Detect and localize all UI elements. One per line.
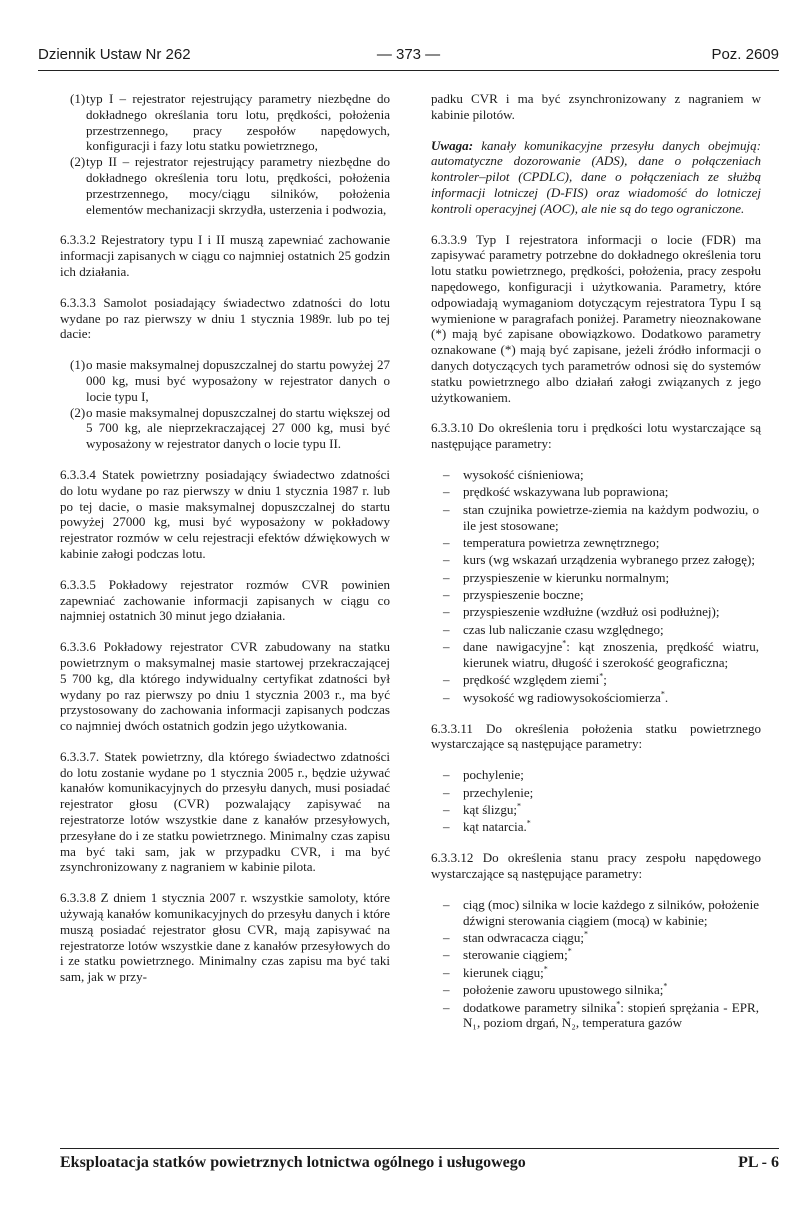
mass-requirements-list <box>60 357 390 452</box>
parameter-text: wysokość wg radiowysokościomierza <box>463 689 661 705</box>
item-text: typ I – rejestrator rejestrujący parametry niezbędne do dokładnego określania toru lotu, prędkości, położenia przestrzennego, pracy zespołów napędowych, konfiguracji i fazy lotu statku powietrznego, <box>86 91 390 154</box>
parameter-text: kąt ślizgu; <box>463 802 517 817</box>
paragraph-continuation: padku CVR i ma być zsynchronizowany z nagraniem w kabinie pilotów. <box>431 91 761 122</box>
optional-marker: * <box>543 964 548 974</box>
right-column <box>431 91 761 1046</box>
optional-marker: * <box>526 819 531 829</box>
paragraph-6335: 6.3.3.5 Pokładowy rejestrator rozmów CVR powinien zapewniać zachowanie informacji zapisanych w ciągu co najmniej ostatnich 30 minut jego działania. <box>60 576 390 624</box>
paragraph-6332: 6.3.3.2 Rejestratory typu I i II muszą zapewniać zachowanie informacji zapisanych w ciągu co najmniej ostatnich 25 godzin ich działania. <box>60 232 390 279</box>
parameter-text: wysokość ciśnieniowa; <box>463 466 584 482</box>
paragraph-6337: 6.3.3.7. Statek powietrzny, dla którego świadectwo zdatności do lotu zostanie wydane po 1 stycznia 2005 r., będzie używać kanałów komunikacyjnych do przesyłu danych, musi posiadać rejestrator głosu (CVR) pozwalający zapisywać na rejestratorze lotów wszystkie dane z kanałów przesyłowych, przesyłane do i ze statku powietrznego. Minimalny czas zapisu ma być taki sam, jak w przypadku CVR, i ma być zsynchronizowany z nagraniem w kabinie pilota. <box>60 748 390 875</box>
left-column <box>60 91 390 1000</box>
aircraft-recorder-types-list <box>60 91 390 217</box>
parameter-text: kurs (wg wskazań urządzenia wybranego przez załogę); <box>463 552 755 568</box>
parameter-text: kąt natarcia. <box>463 819 527 835</box>
footer-divider <box>60 1148 779 1149</box>
flight-path-parameters-list <box>431 467 761 706</box>
parameter-item <box>431 965 761 981</box>
note <box>431 138 761 217</box>
parameter-item <box>431 767 761 783</box>
optional-marker: * <box>583 929 588 939</box>
parameter-item <box>431 897 761 929</box>
parameter-text: prędkość wskazywana lub poprawiona; <box>463 484 669 500</box>
optional-marker: * <box>660 689 665 699</box>
parameter-text: kierunek ciągu; <box>463 964 544 980</box>
parameter-text: temperatura powietrza zewnętrznego; <box>463 534 660 550</box>
parameter-text: pochylenie; <box>463 767 524 783</box>
note-label: Uwaga: <box>431 137 474 153</box>
paragraph-6334: 6.3.3.4 Statek powietrzny posiadający świadectwo zdatności do lotu wydane po raz pierwszy w dniu 1 stycznia 1987 r. lub po tej dacie, o masie maksymalnej dopuszczalnej do startu powyżej 27000 kg, musi być wyposażony w pokładowy rejestrator rozmów w celu rejestracji efektów dźwiękowych w kabinie załogi podczas lotu. <box>60 466 390 561</box>
paragraph-6338: 6.3.3.8 Z dniem 1 stycznia 2007 r. wszystkie samoloty, które używają kanałów komunikacyjnych do przesyłu danych i które muszą posiadać rejestrator głosu CVR, mają zapisywać na rejestratorze lotów wszystkie dane z kanałów przesyłowych do i ze statku powietrznego. Minimalny czas zapisu ma być taki sam, jak w przy- <box>60 890 390 985</box>
paragraph-63311: 6.3.3.11 Do określenia położenia statku powietrznego wystarczające są następujące parametry: <box>431 720 761 752</box>
numbered-item <box>60 357 390 404</box>
numbered-item <box>60 91 390 154</box>
parameter-item <box>431 622 761 638</box>
parameter-item <box>431 947 761 963</box>
parameter-item <box>431 982 761 998</box>
powerplant-parameters-list <box>431 897 761 1031</box>
page-number: — 373 — <box>376 46 441 63</box>
parameter-text: dodatkowe parametry silnika <box>463 999 617 1015</box>
paragraph-6333: 6.3.3.3 Samolot posiadający świadectwo zdatności do lotu wydane po raz pierwszy w dniu 1 stycznia 1989r. lub po tej dacie: <box>60 294 390 342</box>
parameter-item <box>431 930 761 946</box>
item-text: o masie maksymalnej dopuszczalnej do startu większej od 5 700 kg, ale nieprzekraczającej 27 000 kg, musi być wyposażony w rejestrator danych o locie typu II. <box>86 404 390 452</box>
item-number: (2) <box>70 154 86 170</box>
item-text: typ II – rejestrator rejestrujący parametry niezbędne do dokładnego określenia toru lotu, prędkości, położenia przestrzennego, mocy/ciągu silników, położenia elementów mechanizacji skrzydła, usterzenia i podwozia, <box>86 154 390 217</box>
parameter-item <box>431 672 761 688</box>
optional-marker: * <box>517 801 521 811</box>
parameter-text: prędkość względem ziemi <box>463 672 600 688</box>
header-divider <box>38 70 779 71</box>
parameter-text-rest: . <box>664 689 669 705</box>
parameter-item <box>431 604 761 620</box>
parameter-item <box>431 639 761 671</box>
attitude-parameters-list <box>431 767 761 835</box>
parameter-text: stan czujnika powietrze-ziemia na każdym podwoziu, o ile jest stosowane; <box>463 501 759 533</box>
page-header <box>38 46 779 68</box>
parameter-item <box>431 570 761 586</box>
item-number: (1) <box>70 91 86 106</box>
paragraph-63312: 6.3.3.12 Do określenia stanu pracy zespołu napędowego wystarczające są następujące parametry: <box>431 850 761 881</box>
item-number: (2) <box>70 404 86 420</box>
parameter-item <box>431 785 761 801</box>
parameter-text-rest: : stopień sprężania - EPR, N₁, poziom drgań, N₂, temperatura gazów <box>463 999 759 1031</box>
parameter-item <box>431 467 761 483</box>
parameter-item <box>431 587 761 603</box>
parameter-item <box>431 484 761 500</box>
optional-marker: * <box>616 999 621 1009</box>
item-number: (1) <box>70 357 86 373</box>
numbered-item <box>60 154 390 217</box>
parameter-text: sterowanie ciągiem; <box>463 947 568 963</box>
parameter-text: ciąg (moc) silnika w locie każdego z silników, położenie dźwigni sterowania ciągiem (mocą) w kabinie; <box>463 896 759 928</box>
paragraph-6339: 6.3.3.9 Typ I rejestratora informacji o locie (FDR) ma zapisywać parametry potrzebne do dokładnego określenia toru lotu statku powietrznego, prędkości, położenia, pracy zespołu napędowego, konfiguracji i użytkowania. Parametry, które odpowiadają wymaganiom dotyczącym rejestratora Typu I są wymienione w paragrafach poniżej. Parametry nieoznakowane (*) mają być zapisane obowiązkowo. Dodatkowo parametry oznakowane (*) mają być zapisane, jeżeli źródło informacji o danych dotyczących tych parametrów odnosi się do systemów statku powietrznego albo działań załogi związanych z jego użytkowaniem. <box>431 231 761 405</box>
item-text: o masie maksymalnej dopuszczalnej do startu powyżej 27 000 kg, musi być wyposażony w rejestrator danych o locie typu I, <box>86 357 390 404</box>
parameter-text: przyspieszenie w kierunku normalnym; <box>463 569 670 585</box>
parameter-text: czas lub naliczanie czasu względnego; <box>463 621 664 637</box>
parameter-text: położenie zaworu upustowego silnika; <box>463 982 664 998</box>
position-number: Poz. 2609 <box>711 46 779 63</box>
note-text: kanały komunikacyjne przesyłu danych obejmują: automatyczne dozorowanie (ADS), dane o połączeniach kontroler–pilot (CPDLC), dane o połączeniach ze służbą informacji lotniczej (D-FIS) oraz wiadomość do lotniczej kontroli operacyjnej (AOC), ale nie są do tego ograniczone. <box>431 137 761 216</box>
optional-marker: * <box>567 947 572 957</box>
parameter-text-rest: : kąt znoszenia, prędkość wiatru, kierunek wiatru, długość i szerokość geograficzna; <box>463 639 760 671</box>
parameter-text: przyspieszenie wzdłużne (wzdłuż osi podłużnej); <box>463 604 720 620</box>
paragraph-63310: 6.3.3.10 Do określenia toru i prędkości lotu wystarczające są następujące parametry: <box>431 420 761 452</box>
parameter-text: przyspieszenie boczne; <box>463 587 584 603</box>
optional-marker: * <box>562 638 567 648</box>
paragraph-6336: 6.3.3.6 Pokładowy rejestrator CVR zabudowany na statku powietrznym o maksymalnej masie startowej przekraczającej 5 700 kg, dla którego indywidualny certyfikat zdatności był wydany po raz pierwszy po dniu 1 stycznia 2003 r., ma być przystosowany do zachowania informacji zapisanych podczas co najmniej dwóch ostatnich godzin jego użytkowania. <box>60 639 390 734</box>
optional-marker: * <box>663 981 668 991</box>
parameter-text: przechylenie; <box>463 784 534 800</box>
parameter-item <box>431 552 761 568</box>
parameter-item <box>431 802 761 818</box>
parameter-text-rest: ; <box>603 672 607 688</box>
page-footer <box>60 1154 779 1176</box>
footer-title: Eksploatacja statków powietrznych lotnictwa ogólnego i usługowego <box>60 1154 526 1171</box>
optional-marker: * <box>599 672 604 682</box>
footer-code: PL - 6 <box>738 1154 779 1171</box>
journal-title: Dziennik Ustaw Nr 262 <box>38 46 191 63</box>
parameter-item <box>431 1000 761 1032</box>
parameter-text: stan odwracacza ciągu; <box>463 929 584 945</box>
parameter-item <box>431 502 761 534</box>
parameter-text: dane nawigacyjne <box>463 639 563 655</box>
parameter-item <box>431 819 761 835</box>
parameter-item <box>431 535 761 551</box>
parameter-item <box>431 690 761 706</box>
numbered-item <box>60 405 390 452</box>
